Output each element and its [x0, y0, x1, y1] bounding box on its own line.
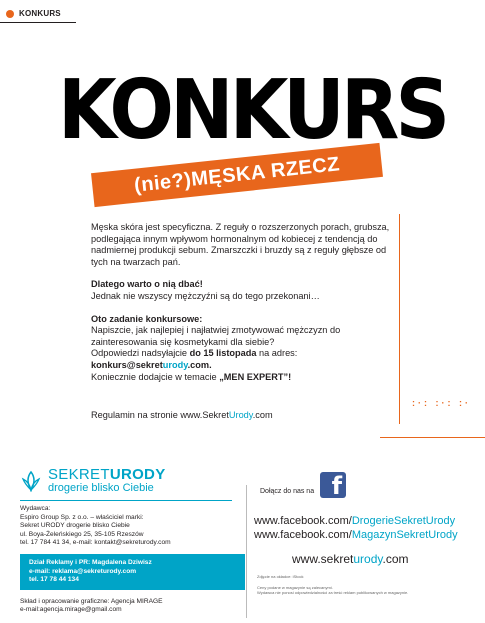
- rules-link[interactable]: Regulamin na stronie www.SekretUrody.com: [91, 410, 273, 420]
- article-body: [91, 222, 396, 394]
- send-suffix: na adres:: [256, 348, 298, 359]
- contest-email[interactable]: konkurs@sekreturody.com.: [91, 359, 212, 370]
- ads-line: e-mail: reklama@sekreturody.com: [29, 567, 137, 575]
- publisher-label: Wydawca:: [20, 505, 51, 512]
- task-heading: Oto zadanie konkursowe:: [91, 313, 203, 324]
- photo-credit: Zdjęcie na okładce: iStock: [257, 574, 304, 579]
- footer-divider: [20, 500, 232, 501]
- publisher-block: [20, 505, 245, 548]
- ads-contact-box: [20, 554, 245, 590]
- facebook-link-magazyn[interactable]: www.facebook.com/MagazynSekretUrody: [254, 529, 458, 541]
- facebook-icon[interactable]: f: [320, 472, 346, 498]
- care-text: Jednak nie wszyscy mężczyźni są do tego przekonani…: [91, 290, 320, 301]
- ads-line: Dział Reklamy i PR: Magdalena Dziwisz: [29, 558, 152, 566]
- subject-text: Koniecznie dodajcie w temacie: [91, 371, 220, 382]
- design-credits: [20, 598, 245, 615]
- flower-logo-icon: [20, 470, 42, 492]
- decorative-dots: :·: :·: :·: [412, 398, 471, 408]
- section-label: KONKURS: [19, 9, 61, 18]
- join-label: Dołącz do nas na: [260, 488, 315, 495]
- care-heading: Dlatego warto o nią dbać!: [91, 279, 203, 290]
- bullet-icon: [6, 10, 14, 18]
- publisher-info: [20, 467, 245, 615]
- disclaimer-line: Wydawca nie ponosi odpowiedzialności za treść reklam publikowanych w magazynie.: [257, 590, 409, 595]
- footer-vertical-divider: [246, 485, 247, 618]
- subject-value: „MEN EXPERT”!: [219, 371, 292, 382]
- section-tag: [6, 9, 61, 18]
- design-line: Skład i opracowanie graficzne: Agencja MIRAGE: [20, 597, 163, 605]
- subtitle: (nie?)MĘSKA RZECZ: [133, 152, 341, 197]
- facebook-links: [254, 514, 485, 542]
- send-prefix: Odpowiedzi nadsyłajcie: [91, 348, 190, 359]
- website-link[interactable]: www.sekreturody.com: [292, 552, 409, 566]
- design-line: e-mail:agencja.mirage@gmail.com: [20, 606, 122, 614]
- task-paragraph: [91, 314, 396, 384]
- publisher-line: Espiro Group Sp. z o.o. – właściciel marki:: [20, 513, 144, 521]
- section-divider: [0, 22, 76, 23]
- page-title: KONKURS: [57, 61, 447, 158]
- ads-line: tel. 17 78 44 134: [29, 576, 79, 584]
- brand-tagline: drogerie blisko Ciebie: [48, 482, 154, 494]
- send-date: do 15 listopada: [189, 348, 257, 359]
- social-links: [254, 472, 485, 596]
- intro-paragraph: Męska skóra jest specyficzna. Z reguły o rozszerzonych porach, grubsza, podlegająca innym wpływom hormonalnym od kobiecej z tendencją do nadmiernej produkcji sebum. Zmarszczki i bruzdy są z reguły głębsze od tych na twarzach pań.: [91, 222, 390, 267]
- orange-divider: [399, 214, 400, 424]
- publisher-line: Sekret URODY drogerie blisko Ciebie: [20, 522, 130, 530]
- publisher-line: tel. 17 784 41 34, e-mail: kontakt@sekreturody.com: [20, 539, 171, 547]
- task-text: Napiszcie, jak najlepiej i najłatwiej zmotywować mężczyzn do zainteresowania się kosmetykami dla siebie?: [91, 325, 341, 347]
- orange-rule: [380, 437, 485, 438]
- facebook-link-drogerie[interactable]: www.facebook.com/DrogerieSekretUrody: [254, 515, 456, 527]
- disclaimer-line: Ceny podane w magazynie są zalecanymi.: [257, 584, 333, 590]
- brand-logo: [20, 467, 245, 494]
- brand-name: SEKRETURODY: [48, 466, 166, 483]
- publisher-line: ul. Boya-Żeleńskiego 25, 35-105 Rzeszów: [20, 530, 144, 538]
- join-row: [254, 472, 485, 498]
- care-paragraph: [91, 279, 396, 302]
